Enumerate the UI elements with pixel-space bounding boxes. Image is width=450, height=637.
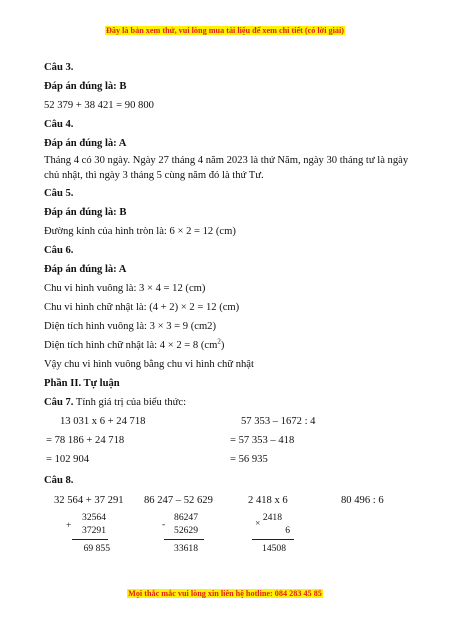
plus-sign: + (66, 520, 72, 531)
q6-line5: Vậy chu vi hình vuông bằng chu vi hình chữ nhật (44, 359, 254, 370)
q7-right-line2: = 57 353 – 418 (230, 435, 295, 446)
q5-solution: Đường kính của hình tròn là: 6 × 2 = 12 (cm) (44, 226, 236, 237)
q6-line3: Diện tích hình vuông là: 3 × 3 = 9 (cm2) (44, 321, 217, 332)
q6-answer: Đáp án đúng là: A (44, 264, 127, 275)
preview-banner: Đây là bản xem thử, vui lòng mua tài liệu để xem chi tiết (có lời giải) (105, 26, 344, 35)
q8-problem-4: 80 496 : 6 (341, 495, 384, 506)
minus-sign: - (162, 519, 166, 530)
q8-problem-2: 86 247 – 52 629 (144, 495, 213, 506)
q6-line1: Chu vi hình vuông là: 3 × 4 = 12 (cm) (44, 283, 206, 294)
q4-answer: Đáp án đúng là: A (44, 138, 127, 149)
q3-title: Câu 3. (44, 62, 74, 73)
q8-column-subtraction (162, 512, 212, 558)
multiplier: 6 (285, 525, 290, 536)
times-sign: × (255, 518, 261, 529)
q4-explanation: Tháng 4 có 30 ngày. Ngày 27 tháng 4 năm 2023 là thứ Năm, ngày 30 tháng tư là ngày chủ nhật, thì ngày 3 tháng 5 cùng năm đó là thứ Tư. (44, 155, 409, 181)
q5-answer: Đáp án đúng là: B (44, 207, 127, 218)
difference-result: 33618 (174, 543, 198, 554)
q7-left-line2: = 78 186 + 24 718 (46, 435, 125, 446)
q6-title: Câu 6. (44, 245, 74, 256)
q7-left-line3: = 102 904 (46, 454, 90, 465)
result-line (252, 539, 294, 540)
minuend: 86247 (174, 512, 198, 523)
q3-answer: Đáp án đúng là: B (44, 81, 127, 92)
q6-line4: Diện tích hình chữ nhật là: 4 × 2 = 8 $(cm^2)$ (44, 337, 225, 351)
q7-left-line1: 13 031 x 6 + 24 718 (60, 416, 146, 427)
multiplicand: 2418 (262, 512, 282, 523)
q8-problem-1: 32 564 + 37 291 (54, 495, 124, 506)
subtrahend: 52629 (174, 525, 198, 536)
q7-heading: Câu 7. Tính giá trị của biểu thức: (44, 397, 187, 408)
part2-title: Phần II. Tự luận (44, 378, 120, 389)
q5-title: Câu 5. (44, 188, 74, 199)
q4-title: Câu 4. (44, 119, 74, 130)
hotline-banner: Mọi thắc mắc vui lòng xin liên hệ hotline: 084 283 45 85 (128, 589, 322, 598)
result-line (164, 539, 204, 540)
result-line (72, 539, 108, 540)
product-result: 14508 (262, 543, 286, 554)
q8-column-addition (66, 512, 118, 558)
q8-title: Câu 8. (44, 475, 74, 486)
q8-problem-3: 2 418 x 6 (248, 495, 288, 506)
q3-solution: 52 379 + 38 421 = 90 800 (44, 100, 154, 111)
q7-right-line1: 57 353 – 1672 : 4 (241, 416, 316, 427)
q6-line2: Chu vi hình chữ nhật là: (4 + 2) × 2 = 12 (cm) (44, 302, 240, 313)
q7-right-line3: = 56 935 (230, 454, 268, 465)
q8-column-multiplication (252, 512, 298, 558)
sum-result: 69 855 (83, 543, 110, 554)
addend-1: 32564 (82, 512, 106, 523)
addend-2: 37291 (82, 525, 106, 536)
